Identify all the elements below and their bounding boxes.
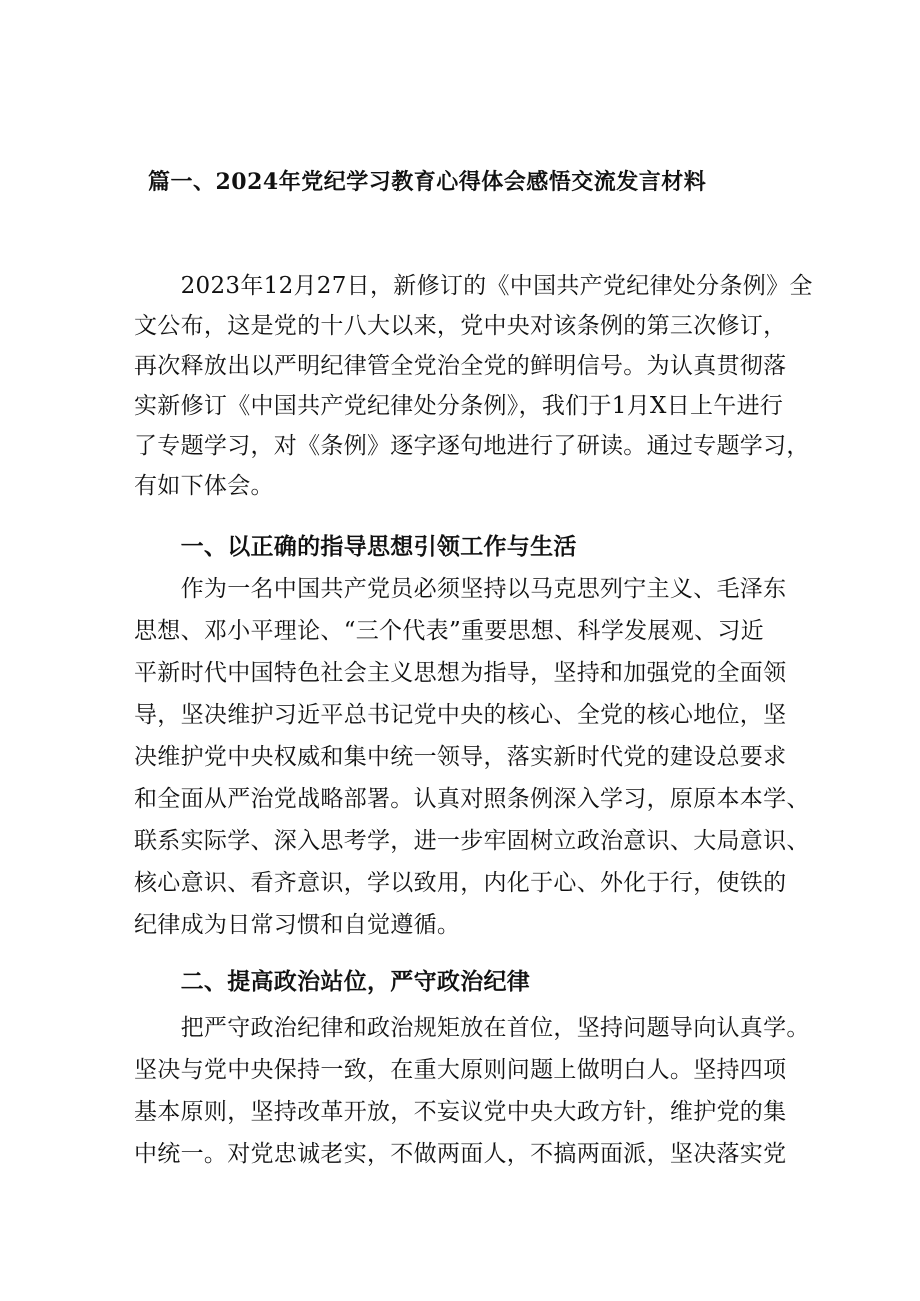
paragraph-line: 有如下体会。	[134, 473, 274, 499]
paragraph-line: 和全面从严治党战略部署。认真对照条例深入学习，原原本本学、	[134, 786, 810, 812]
paragraph-line: 纪律成为日常习惯和自觉遵循。	[134, 912, 461, 938]
paragraph-line: 把严守政治纪律和政治规矩放在首位，坚持问题导向认真学。	[134, 1015, 810, 1041]
paragraph-line: 决维护党中央权威和集中统一领导，落实新时代党的建设总要求	[134, 744, 787, 770]
paragraph-line: 联系实际学、深入思考学，进一步牢固树立政治意识、大局意识、	[134, 828, 810, 854]
paragraph-line: 思想、邓小平理论、“三个代表”重要思想、科学发展观、习近	[134, 618, 764, 644]
paragraph-line: 中统一。对党忠诚老实，不做两面人，不搞两面派，坚决落实党	[134, 1141, 787, 1167]
paragraph-line: 核心意识、看齐意识，学以致用，内化于心、外化于行，使铁的	[134, 870, 787, 896]
paragraph-line: 作为一名中国共产党员必须坚持以马克思列宁主义、毛泽东	[134, 576, 787, 602]
paragraph-line: 坚决与党中央保持一致，在重大原则问题上做明白人。坚持四项	[134, 1057, 787, 1083]
paragraph-line: 导，坚决维护习近平总书记党中央的核心、全党的核心地位，坚	[134, 702, 787, 728]
section-heading: 一、以正确的指导思想引领工作与生活	[134, 534, 577, 560]
paragraph-line: 再次释放出以严明纪律管全党治全党的鲜明信号。为认真贯彻落	[134, 353, 787, 379]
paragraph-line: 平新时代中国特色社会主义思想为指导，坚持和加强党的全面领	[134, 660, 787, 686]
paragraph-line: 文公布，这是党的十八大以来，党中央对该条例的第三次修订，	[134, 313, 787, 339]
paragraph-line: 基本原则，坚持改革开放，不妄议党中央大政方针，维护党的集	[134, 1099, 787, 1125]
paragraph-line: 了专题学习，对《条例》逐字逐句地进行了研读。通过专题学习，	[134, 433, 810, 459]
section-heading: 二、提高政治站位，严守政治纪律	[134, 969, 531, 995]
document-title: 篇一、2024年党纪学习教育心得体会感悟交流发言材料	[148, 169, 707, 195]
paragraph-line: 实新修订《中国共产党纪律处分条例》，我们于1月X日上午进行	[134, 393, 784, 419]
paragraph-line: 2023年12月27日，新修订的《中国共产党纪律处分条例》全	[134, 273, 813, 299]
